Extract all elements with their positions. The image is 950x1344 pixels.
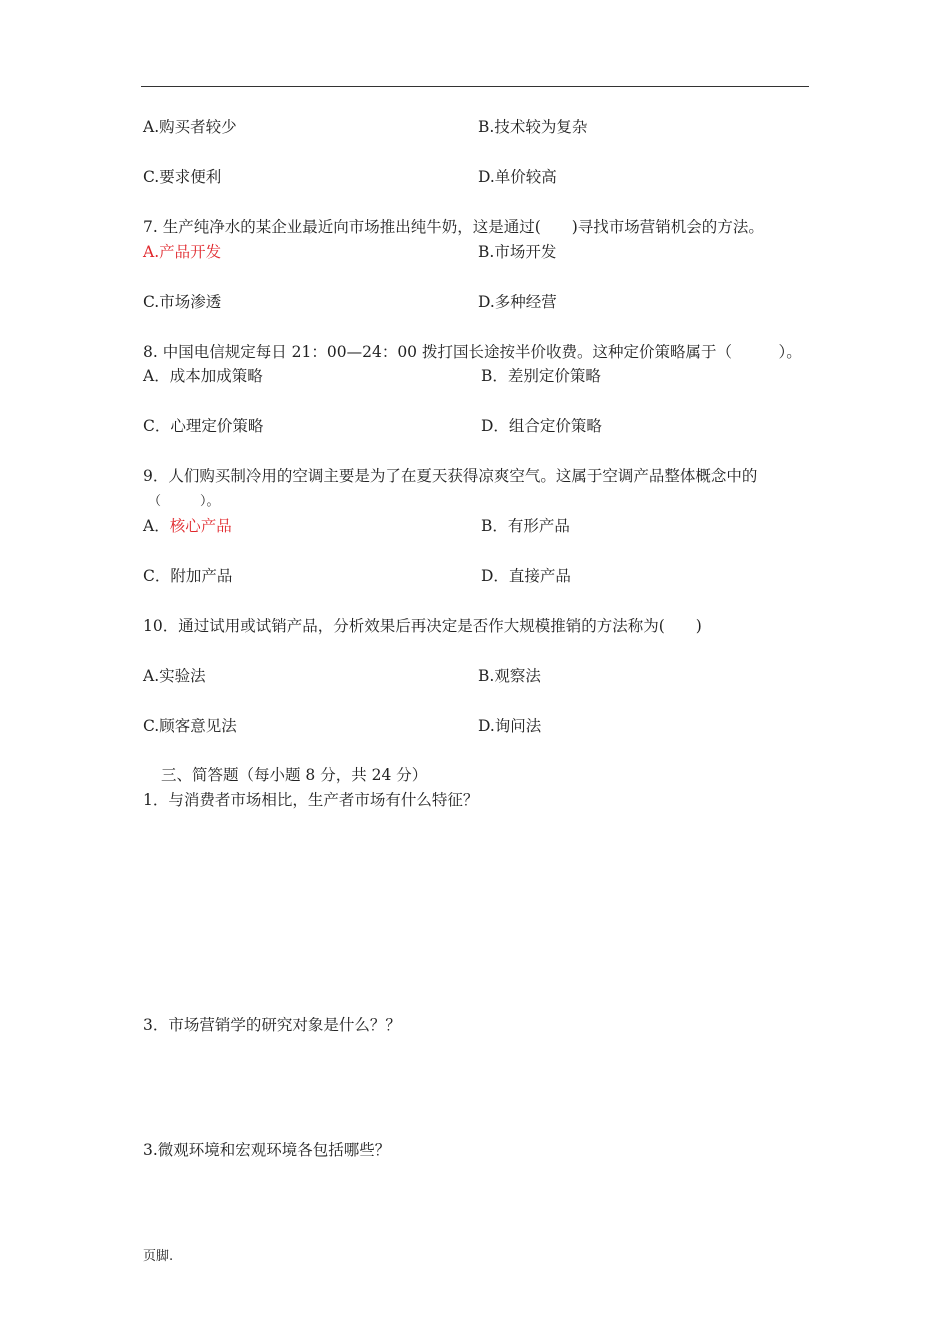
- q8-option-b: B．差别定价策略: [481, 367, 601, 385]
- header-rule: [141, 86, 809, 87]
- q6-option-d: D.单价较高: [478, 168, 557, 186]
- q10-option-d: D.询问法: [478, 717, 542, 735]
- section3-question-3a: 3．市场营销学的研究对象是什么？？: [143, 1016, 401, 1034]
- q8-stem: 8. 中国电信规定每日 21：00—24：00 拨打国长途按半价收费。这种定价策略属于（ ）。: [143, 343, 802, 361]
- q10-stem: 10．通过试用或试销产品，分析效果后再决定是否作大规模推销的方法称为( ): [143, 617, 702, 635]
- q9-option-a-prefix: A．: [143, 517, 170, 535]
- q7-stem: 7. 生产纯净水的某企业最近向市场推出纯牛奶，这是通过( )寻找市场营销机会的方法。: [143, 218, 764, 236]
- q7-option-b: B.市场开发: [478, 243, 557, 261]
- q9-option-a-answer: 核心产品: [169, 517, 232, 535]
- q10-option-a: A.实验法: [143, 667, 206, 685]
- q8-option-a: A．成本加成策略: [143, 367, 263, 385]
- q6-option-a: A.购买者较少: [143, 118, 237, 136]
- section3-question-3b: 3.微观环境和宏观环境各包括哪些？: [143, 1141, 391, 1159]
- q7-option-a: A.产品开发: [143, 243, 222, 261]
- q10-option-b: B.观察法: [478, 667, 541, 685]
- q9-option-b: B．有形产品: [481, 517, 570, 535]
- q10-option-c: C.顾客意见法: [143, 717, 237, 735]
- q8-option-c: C．心理定价策略: [143, 417, 264, 435]
- q6-option-b: B.技术较为复杂: [478, 118, 588, 136]
- q9-option-d: D．直接产品: [481, 567, 571, 585]
- q9-option-c: C．附加产品: [143, 567, 233, 585]
- q7-option-d: D.多种经营: [478, 293, 557, 311]
- q8-option-d: D．组合定价策略: [481, 417, 602, 435]
- q7-option-c: C.市场渗透: [143, 293, 222, 311]
- q9-stem-line2: （ ）。: [148, 494, 220, 509]
- page-footer: 页脚.: [143, 1249, 174, 1264]
- q9-stem-line1: 9．人们购买制冷用的空调主要是为了在夏天获得凉爽空气。这属于空调产品整体概念中的: [143, 467, 758, 485]
- section3-heading: 三、简答题（每小题 8 分，共 24 分）: [161, 766, 428, 784]
- q6-option-c: C.要求便利: [143, 168, 222, 186]
- section3-question-1: 1．与消费者市场相比，生产者市场有什么特征？: [143, 791, 479, 809]
- q9-option-a: [143, 516, 232, 536]
